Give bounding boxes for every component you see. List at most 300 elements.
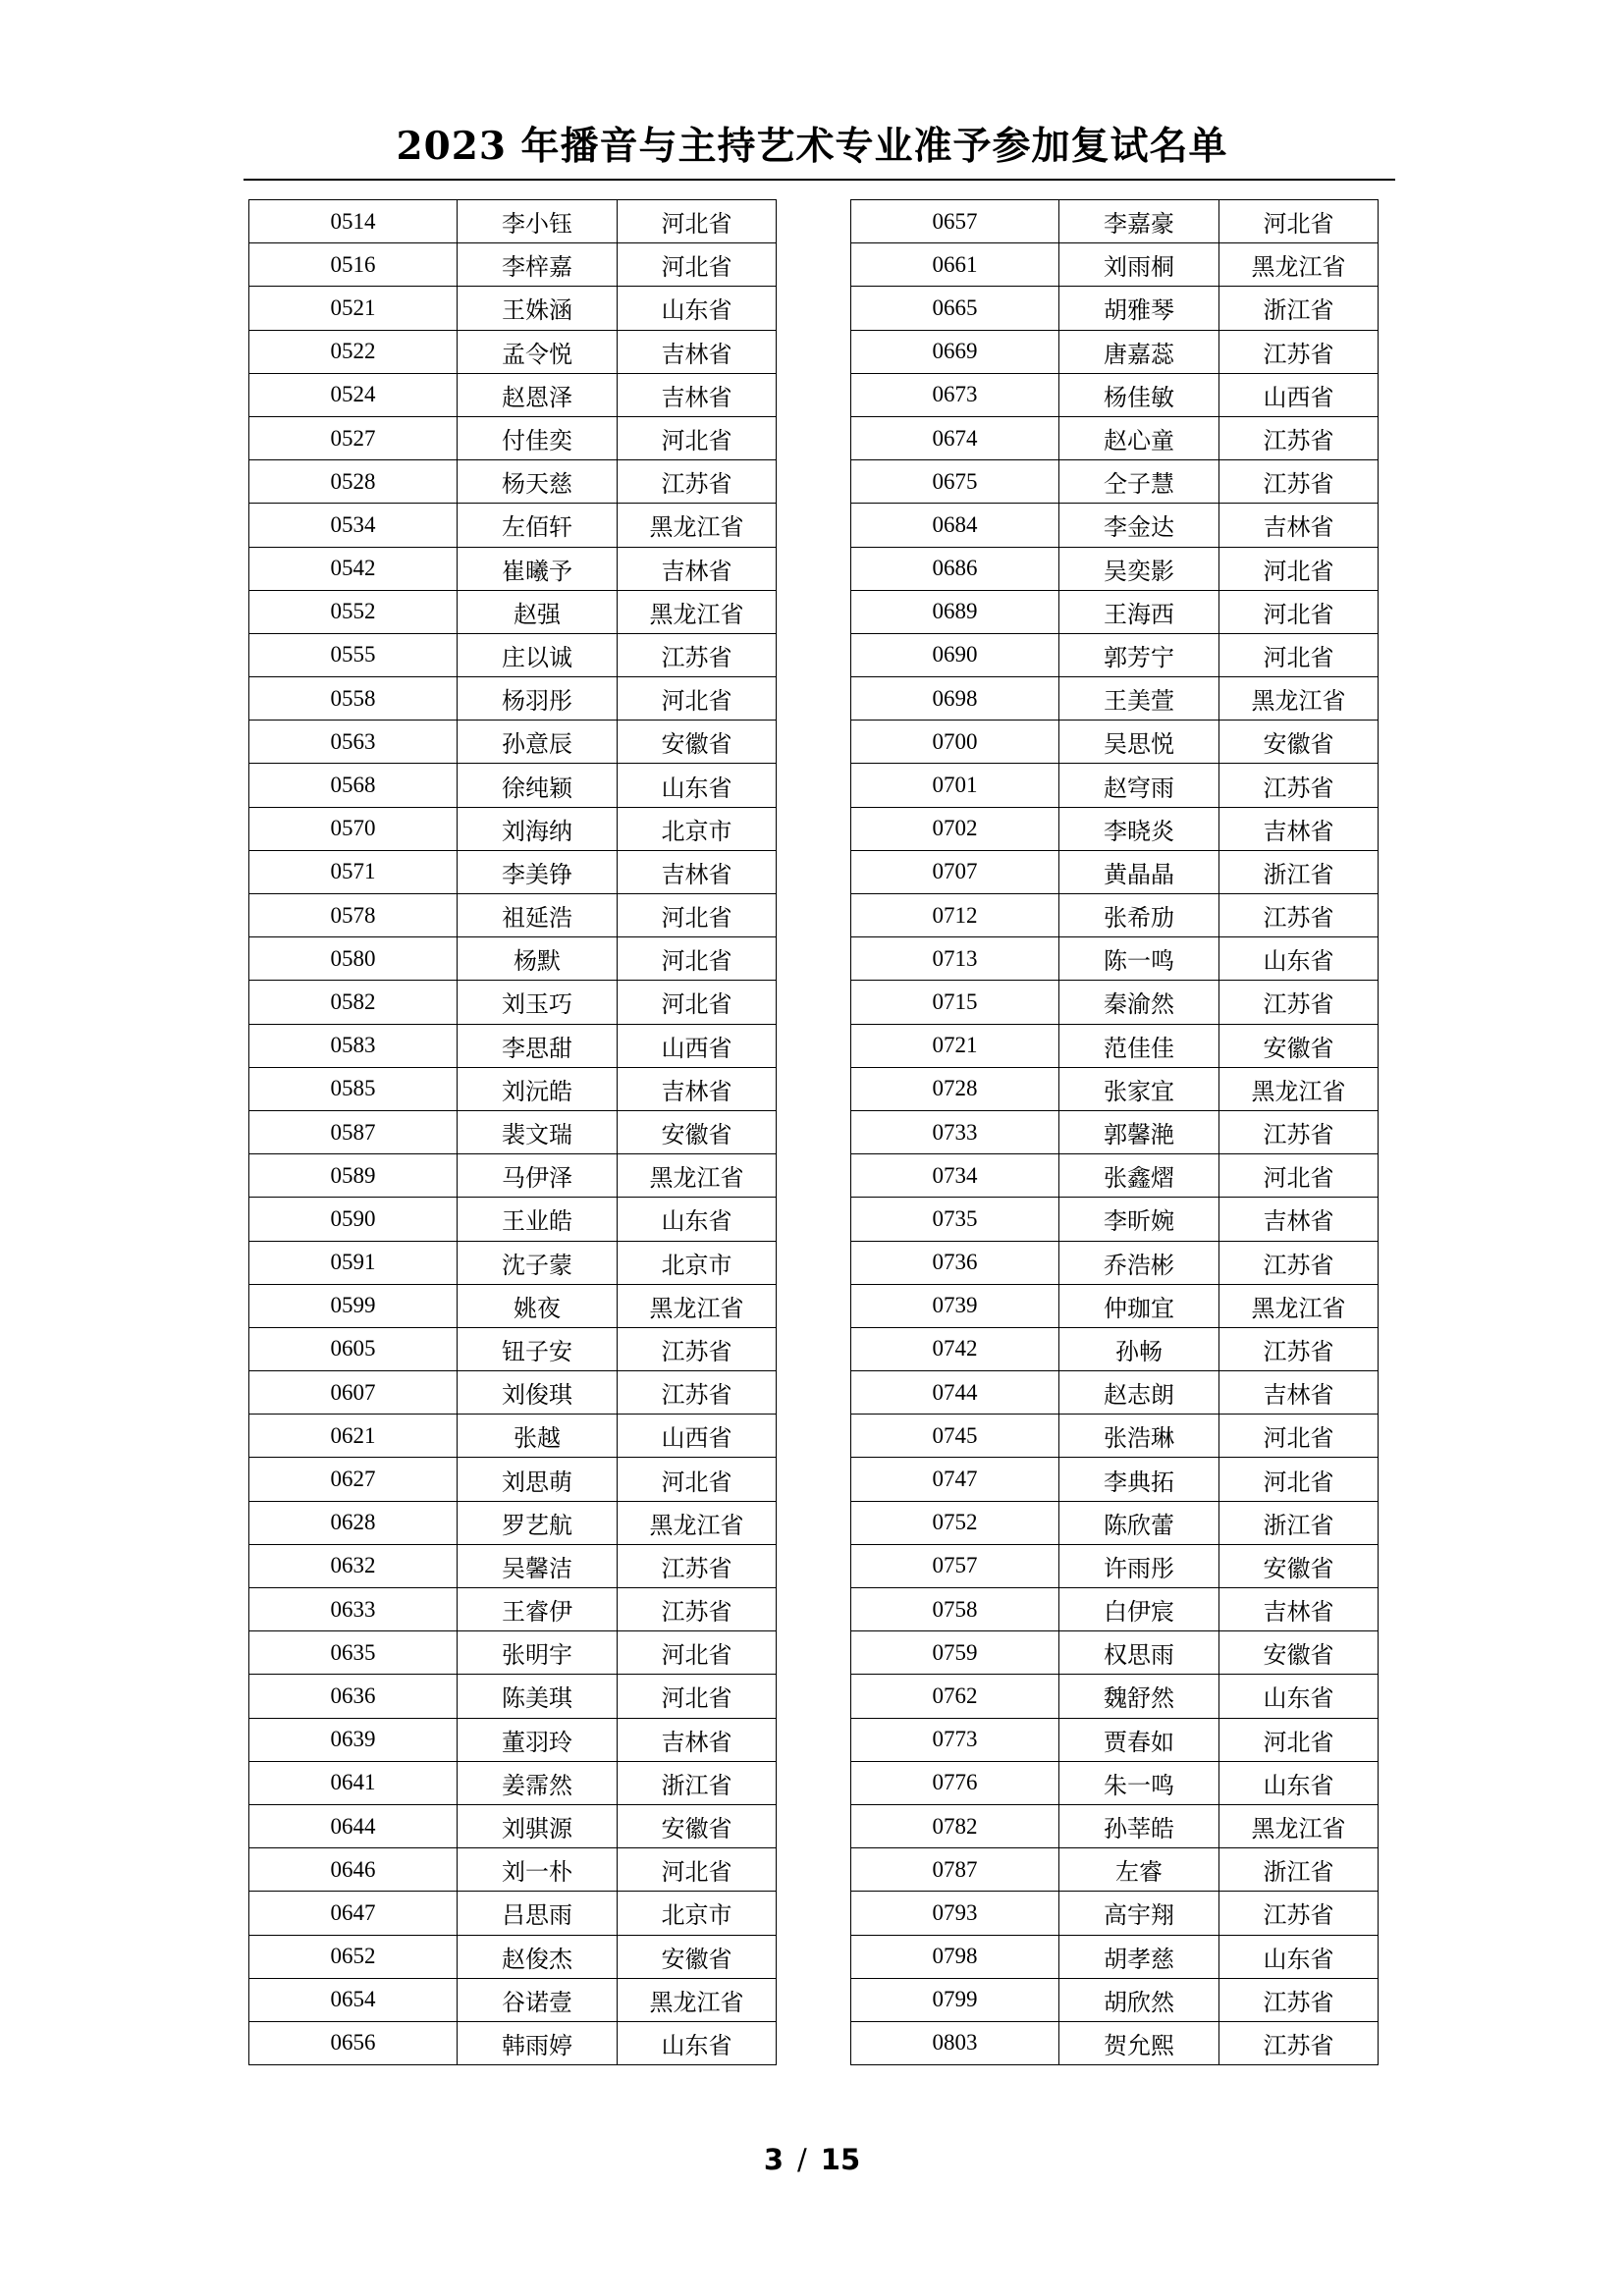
candidate-name: 赵恩泽 <box>458 373 618 416</box>
table-row <box>851 1761 1379 1804</box>
candidate-province: 河北省 <box>618 1675 777 1718</box>
candidate-number: 0591 <box>249 1241 458 1284</box>
table-row <box>249 287 777 330</box>
candidate-name: 吴馨洁 <box>458 1544 618 1587</box>
candidate-name: 马伊泽 <box>458 1154 618 1198</box>
table-row <box>851 1631 1379 1675</box>
table-row <box>851 1110 1379 1153</box>
candidate-name: 陈美琪 <box>458 1675 618 1718</box>
table-row <box>249 1675 777 1718</box>
candidate-province: 安徽省 <box>618 721 777 764</box>
candidate-name: 赵穹雨 <box>1059 764 1219 807</box>
table-row <box>851 1501 1379 1544</box>
candidate-province: 黑龙江省 <box>1219 1284 1379 1327</box>
candidate-province: 河北省 <box>1219 1154 1379 1198</box>
candidate-name: 王业皓 <box>458 1198 618 1241</box>
candidate-province: 江苏省 <box>618 633 777 676</box>
candidate-number: 0757 <box>851 1544 1059 1587</box>
candidate-number: 0578 <box>249 894 458 937</box>
candidate-province: 浙江省 <box>1219 1848 1379 1892</box>
candidate-number: 0787 <box>851 1848 1059 1892</box>
candidate-name: 韩雨婷 <box>458 2021 618 2064</box>
candidate-name: 乔浩彬 <box>1059 1241 1219 1284</box>
table-row <box>249 330 777 373</box>
table-row <box>249 1284 777 1327</box>
table-row <box>851 243 1379 287</box>
candidate-province: 河北省 <box>618 937 777 981</box>
candidate-name: 李思甜 <box>458 1024 618 1067</box>
candidate-name: 董羽玲 <box>458 1718 618 1761</box>
candidate-name: 崔曦予 <box>458 547 618 590</box>
candidate-number: 0715 <box>851 981 1059 1024</box>
candidate-name: 秦渝然 <box>1059 981 1219 1024</box>
table-row <box>249 1631 777 1675</box>
candidate-province: 山东省 <box>618 2021 777 2064</box>
table-row <box>249 894 777 937</box>
candidate-name: 祖延浩 <box>458 894 618 937</box>
candidate-number: 0742 <box>851 1327 1059 1370</box>
table-row <box>851 1804 1379 1847</box>
candidate-name: 付佳奕 <box>458 416 618 459</box>
candidate-number: 0587 <box>249 1110 458 1153</box>
table-row <box>851 1284 1379 1327</box>
table-row <box>851 894 1379 937</box>
candidate-name: 孙意辰 <box>458 721 618 764</box>
candidate-number: 0652 <box>249 1935 458 1978</box>
candidate-province: 安徽省 <box>1219 1024 1379 1067</box>
candidate-province: 河北省 <box>618 243 777 287</box>
candidate-name: 吴奕影 <box>1059 547 1219 590</box>
candidate-name: 赵强 <box>458 590 618 633</box>
candidate-province: 江苏省 <box>1219 894 1379 937</box>
table-row <box>249 373 777 416</box>
candidate-name: 魏舒然 <box>1059 1675 1219 1718</box>
candidate-name: 孙莘皓 <box>1059 1804 1219 1847</box>
table-row <box>851 807 1379 850</box>
candidate-number: 0689 <box>851 590 1059 633</box>
candidate-name: 吕思雨 <box>458 1892 618 1935</box>
table-row <box>851 1067 1379 1110</box>
table-row <box>249 677 777 721</box>
candidate-number: 0632 <box>249 1544 458 1587</box>
candidate-name: 钮子安 <box>458 1327 618 1370</box>
table-row <box>249 1024 777 1067</box>
candidate-name: 左佰轩 <box>458 504 618 547</box>
candidate-province: 山东省 <box>618 287 777 330</box>
candidate-name: 张越 <box>458 1415 618 1458</box>
table-row <box>249 2021 777 2064</box>
candidate-province: 江苏省 <box>1219 1110 1379 1153</box>
candidate-name: 李昕婉 <box>1059 1198 1219 1241</box>
candidate-number: 0721 <box>851 1024 1059 1067</box>
candidate-province: 安徽省 <box>618 1110 777 1153</box>
candidate-name: 李小钰 <box>458 200 618 243</box>
candidate-province: 吉林省 <box>1219 1588 1379 1631</box>
candidate-number: 0712 <box>851 894 1059 937</box>
candidate-name: 唐嘉蕊 <box>1059 330 1219 373</box>
candidate-name: 李美铮 <box>458 850 618 893</box>
left-roster-body <box>249 200 777 2065</box>
candidate-province: 江苏省 <box>618 1544 777 1587</box>
candidate-name: 裴文瑞 <box>458 1110 618 1153</box>
candidate-province: 浙江省 <box>1219 287 1379 330</box>
total-pages: 15 <box>820 2143 861 2176</box>
title-underline <box>244 179 1395 181</box>
candidate-name: 杨天慈 <box>458 460 618 504</box>
candidate-province: 黑龙江省 <box>618 1154 777 1198</box>
candidate-province: 黑龙江省 <box>1219 1067 1379 1110</box>
candidate-name: 沈子蒙 <box>458 1241 618 1284</box>
candidate-name: 赵志朗 <box>1059 1371 1219 1415</box>
candidate-number: 0674 <box>851 416 1059 459</box>
candidate-province: 河北省 <box>1219 633 1379 676</box>
candidate-number: 0793 <box>851 1892 1059 1935</box>
candidate-number: 0568 <box>249 764 458 807</box>
candidate-name: 贾春如 <box>1059 1718 1219 1761</box>
candidate-province: 山西省 <box>1219 373 1379 416</box>
table-row <box>249 1978 777 2021</box>
table-row <box>851 1327 1379 1370</box>
candidate-number: 0701 <box>851 764 1059 807</box>
candidate-number: 0657 <box>851 200 1059 243</box>
candidate-province: 河北省 <box>618 894 777 937</box>
candidate-name: 赵心童 <box>1059 416 1219 459</box>
candidate-name: 许雨彤 <box>1059 1544 1219 1587</box>
table-row <box>851 1848 1379 1892</box>
candidate-name: 杨佳敏 <box>1059 373 1219 416</box>
candidate-name: 李梓嘉 <box>458 243 618 287</box>
candidate-number: 0752 <box>851 1501 1059 1544</box>
candidate-number: 0745 <box>851 1415 1059 1458</box>
table-row <box>249 1067 777 1110</box>
candidate-name: 王海西 <box>1059 590 1219 633</box>
candidate-number: 0628 <box>249 1501 458 1544</box>
candidate-name: 李嘉豪 <box>1059 200 1219 243</box>
candidate-number: 0686 <box>851 547 1059 590</box>
table-row <box>851 1154 1379 1198</box>
candidate-number: 0580 <box>249 937 458 981</box>
candidate-name: 黄晶晶 <box>1059 850 1219 893</box>
candidate-number: 0675 <box>851 460 1059 504</box>
candidate-name: 李晓炎 <box>1059 807 1219 850</box>
candidate-province: 黑龙江省 <box>618 1501 777 1544</box>
candidate-number: 0735 <box>851 1198 1059 1241</box>
table-row <box>249 1110 777 1153</box>
candidate-province: 山东省 <box>618 764 777 807</box>
candidate-name: 刘雨桐 <box>1059 243 1219 287</box>
candidate-province: 山东省 <box>1219 1675 1379 1718</box>
candidate-number: 0558 <box>249 677 458 721</box>
current-page: 3 <box>763 2143 785 2176</box>
candidate-name: 刘一朴 <box>458 1848 618 1892</box>
candidate-name: 权思雨 <box>1059 1631 1219 1675</box>
table-row <box>249 1848 777 1892</box>
table-row <box>851 373 1379 416</box>
candidate-name: 谷诺壹 <box>458 1978 618 2021</box>
candidate-name: 吴思悦 <box>1059 721 1219 764</box>
candidate-province: 黑龙江省 <box>1219 1804 1379 1847</box>
candidate-name: 王姝涵 <box>458 287 618 330</box>
table-row <box>851 1588 1379 1631</box>
candidate-number: 0733 <box>851 1110 1059 1153</box>
candidate-name: 姚夜 <box>458 1284 618 1327</box>
table-row <box>851 677 1379 721</box>
table-row <box>249 1458 777 1501</box>
candidate-name: 庄以诚 <box>458 633 618 676</box>
candidate-name: 杨默 <box>458 937 618 981</box>
candidate-province: 江苏省 <box>1219 981 1379 1024</box>
candidate-number: 0734 <box>851 1154 1059 1198</box>
table-row <box>851 590 1379 633</box>
candidate-province: 江苏省 <box>1219 1241 1379 1284</box>
candidate-number: 0728 <box>851 1067 1059 1110</box>
candidate-province: 河北省 <box>1219 1458 1379 1501</box>
candidate-name: 王睿伊 <box>458 1588 618 1631</box>
candidate-number: 0516 <box>249 243 458 287</box>
candidate-number: 0524 <box>249 373 458 416</box>
candidate-province: 江苏省 <box>1219 1327 1379 1370</box>
table-row <box>851 1718 1379 1761</box>
candidate-name: 刘沅皓 <box>458 1067 618 1110</box>
table-row <box>851 764 1379 807</box>
table-row <box>851 1458 1379 1501</box>
candidate-number: 0599 <box>249 1284 458 1327</box>
table-row <box>249 590 777 633</box>
candidate-province: 吉林省 <box>1219 504 1379 547</box>
candidate-number: 0585 <box>249 1067 458 1110</box>
candidate-number: 0636 <box>249 1675 458 1718</box>
table-row <box>249 1761 777 1804</box>
candidate-number: 0571 <box>249 850 458 893</box>
table-row <box>249 850 777 893</box>
candidate-number: 0744 <box>851 1371 1059 1415</box>
candidate-name: 高宇翔 <box>1059 1892 1219 1935</box>
table-row <box>249 721 777 764</box>
candidate-name: 李金达 <box>1059 504 1219 547</box>
candidate-number: 0522 <box>249 330 458 373</box>
candidate-province: 吉林省 <box>618 850 777 893</box>
candidate-number: 0534 <box>249 504 458 547</box>
candidate-number: 0736 <box>851 1241 1059 1284</box>
candidate-number: 0521 <box>249 287 458 330</box>
candidate-name: 刘俊琪 <box>458 1371 618 1415</box>
candidate-province: 河北省 <box>1219 1415 1379 1458</box>
candidate-number: 0570 <box>249 807 458 850</box>
table-row <box>851 633 1379 676</box>
candidate-province: 山东省 <box>1219 1761 1379 1804</box>
candidate-name: 胡欣然 <box>1059 1978 1219 2021</box>
candidate-province: 安徽省 <box>618 1935 777 1978</box>
candidate-number: 0673 <box>851 373 1059 416</box>
table-row <box>851 1371 1379 1415</box>
table-row <box>851 981 1379 1024</box>
candidate-province: 吉林省 <box>618 1718 777 1761</box>
table-row <box>851 504 1379 547</box>
candidate-province: 河北省 <box>618 1848 777 1892</box>
candidate-province: 山东省 <box>618 1198 777 1241</box>
candidate-name: 孟令悦 <box>458 330 618 373</box>
candidate-name: 张明宇 <box>458 1631 618 1675</box>
table-row <box>851 287 1379 330</box>
candidate-name: 刘骐源 <box>458 1804 618 1847</box>
candidate-number: 0762 <box>851 1675 1059 1718</box>
candidate-number: 0773 <box>851 1718 1059 1761</box>
table-row <box>851 2021 1379 2064</box>
candidate-number: 0654 <box>249 1978 458 2021</box>
candidate-province: 江苏省 <box>618 1588 777 1631</box>
table-row <box>249 981 777 1024</box>
candidate-name: 张希劢 <box>1059 894 1219 937</box>
table-row <box>249 1718 777 1761</box>
candidate-number: 0776 <box>851 1761 1059 1804</box>
right-roster-body <box>851 200 1379 2065</box>
candidate-number: 0528 <box>249 460 458 504</box>
candidate-province: 黑龙江省 <box>618 1284 777 1327</box>
candidate-name: 白伊宸 <box>1059 1588 1219 1631</box>
candidate-number: 0590 <box>249 1198 458 1241</box>
candidate-number: 0563 <box>249 721 458 764</box>
candidate-province: 河北省 <box>618 1631 777 1675</box>
page-number <box>0 2143 1624 2176</box>
candidate-province: 山西省 <box>618 1415 777 1458</box>
candidate-province: 江苏省 <box>618 1327 777 1370</box>
candidate-number: 0605 <box>249 1327 458 1370</box>
table-row <box>249 937 777 981</box>
candidate-name: 王美萱 <box>1059 677 1219 721</box>
table-row <box>851 1198 1379 1241</box>
candidate-number: 0707 <box>851 850 1059 893</box>
candidate-province: 安徽省 <box>1219 721 1379 764</box>
candidate-number: 0702 <box>851 807 1059 850</box>
candidate-province: 江苏省 <box>1219 764 1379 807</box>
table-row <box>249 1241 777 1284</box>
table-row <box>851 1241 1379 1284</box>
table-row <box>249 1544 777 1587</box>
candidate-province: 北京市 <box>618 807 777 850</box>
candidate-number: 0542 <box>249 547 458 590</box>
table-row <box>249 1327 777 1370</box>
candidate-province: 安徽省 <box>1219 1631 1379 1675</box>
candidate-province: 浙江省 <box>1219 1501 1379 1544</box>
candidate-province: 山东省 <box>1219 937 1379 981</box>
candidate-name: 杨羽彤 <box>458 677 618 721</box>
table-row <box>249 504 777 547</box>
candidate-number: 0583 <box>249 1024 458 1067</box>
candidate-number: 0700 <box>851 721 1059 764</box>
candidate-province: 河北省 <box>618 416 777 459</box>
candidate-name: 姜霈然 <box>458 1761 618 1804</box>
table-row <box>249 460 777 504</box>
table-row <box>249 1415 777 1458</box>
candidate-number: 0627 <box>249 1458 458 1501</box>
candidate-number: 0690 <box>851 633 1059 676</box>
candidate-number: 0758 <box>851 1588 1059 1631</box>
candidate-number: 0647 <box>249 1892 458 1935</box>
candidate-number: 0621 <box>249 1415 458 1458</box>
candidate-name: 贺允熙 <box>1059 2021 1219 2064</box>
candidate-province: 黑龙江省 <box>618 590 777 633</box>
candidate-province: 江苏省 <box>618 460 777 504</box>
table-row <box>249 1588 777 1631</box>
candidate-number: 0803 <box>851 2021 1059 2064</box>
candidate-number: 0527 <box>249 416 458 459</box>
candidate-number: 0646 <box>249 1848 458 1892</box>
page-separator: / <box>797 2143 807 2176</box>
candidate-province: 北京市 <box>618 1892 777 1935</box>
candidate-number: 0644 <box>249 1804 458 1847</box>
candidate-province: 河北省 <box>618 677 777 721</box>
table-row <box>249 200 777 243</box>
table-row <box>851 937 1379 981</box>
candidate-province: 江苏省 <box>1219 1978 1379 2021</box>
candidate-number: 0698 <box>851 677 1059 721</box>
candidate-province: 山西省 <box>618 1024 777 1067</box>
candidate-name: 胡雅琴 <box>1059 287 1219 330</box>
candidate-name: 郭馨滟 <box>1059 1110 1219 1153</box>
candidate-name: 刘思萌 <box>458 1458 618 1501</box>
candidate-province: 吉林省 <box>1219 807 1379 850</box>
candidate-province: 浙江省 <box>1219 850 1379 893</box>
candidate-province: 黑龙江省 <box>1219 243 1379 287</box>
candidate-name: 刘玉巧 <box>458 981 618 1024</box>
candidate-province: 河北省 <box>1219 547 1379 590</box>
candidate-number: 0607 <box>249 1371 458 1415</box>
candidate-province: 江苏省 <box>1219 2021 1379 2064</box>
candidate-number: 0798 <box>851 1935 1059 1978</box>
candidate-province: 吉林省 <box>618 1067 777 1110</box>
table-row <box>851 200 1379 243</box>
table-row <box>851 850 1379 893</box>
table-row <box>851 416 1379 459</box>
candidate-number: 0759 <box>851 1631 1059 1675</box>
candidate-province: 江苏省 <box>1219 460 1379 504</box>
table-row <box>851 1544 1379 1587</box>
candidate-number: 0665 <box>851 287 1059 330</box>
table-row <box>249 1892 777 1935</box>
table-row <box>249 807 777 850</box>
table-row <box>249 1501 777 1544</box>
candidate-province: 浙江省 <box>618 1761 777 1804</box>
left-roster-table <box>248 199 777 2065</box>
candidate-province: 吉林省 <box>618 373 777 416</box>
candidate-number: 0552 <box>249 590 458 633</box>
table-row <box>851 1024 1379 1067</box>
candidate-number: 0747 <box>851 1458 1059 1501</box>
table-row <box>851 1978 1379 2021</box>
candidate-province: 吉林省 <box>1219 1198 1379 1241</box>
candidate-province: 北京市 <box>618 1241 777 1284</box>
candidate-number: 0669 <box>851 330 1059 373</box>
candidate-number: 0661 <box>851 243 1059 287</box>
candidate-name: 胡孝慈 <box>1059 1935 1219 1978</box>
candidate-number: 0713 <box>851 937 1059 981</box>
candidate-name: 罗艺航 <box>458 1501 618 1544</box>
candidate-name: 赵俊杰 <box>458 1935 618 1978</box>
table-row <box>249 243 777 287</box>
candidate-province: 吉林省 <box>618 547 777 590</box>
candidate-province: 河北省 <box>618 200 777 243</box>
candidate-province: 河北省 <box>618 1458 777 1501</box>
table-row <box>249 1154 777 1198</box>
candidate-name: 朱一鸣 <box>1059 1761 1219 1804</box>
table-row <box>249 764 777 807</box>
candidate-province: 安徽省 <box>618 1804 777 1847</box>
table-row <box>851 1675 1379 1718</box>
candidate-province: 吉林省 <box>618 330 777 373</box>
right-roster-table <box>850 199 1379 2065</box>
candidate-number: 0684 <box>851 504 1059 547</box>
candidate-province: 黑龙江省 <box>1219 677 1379 721</box>
